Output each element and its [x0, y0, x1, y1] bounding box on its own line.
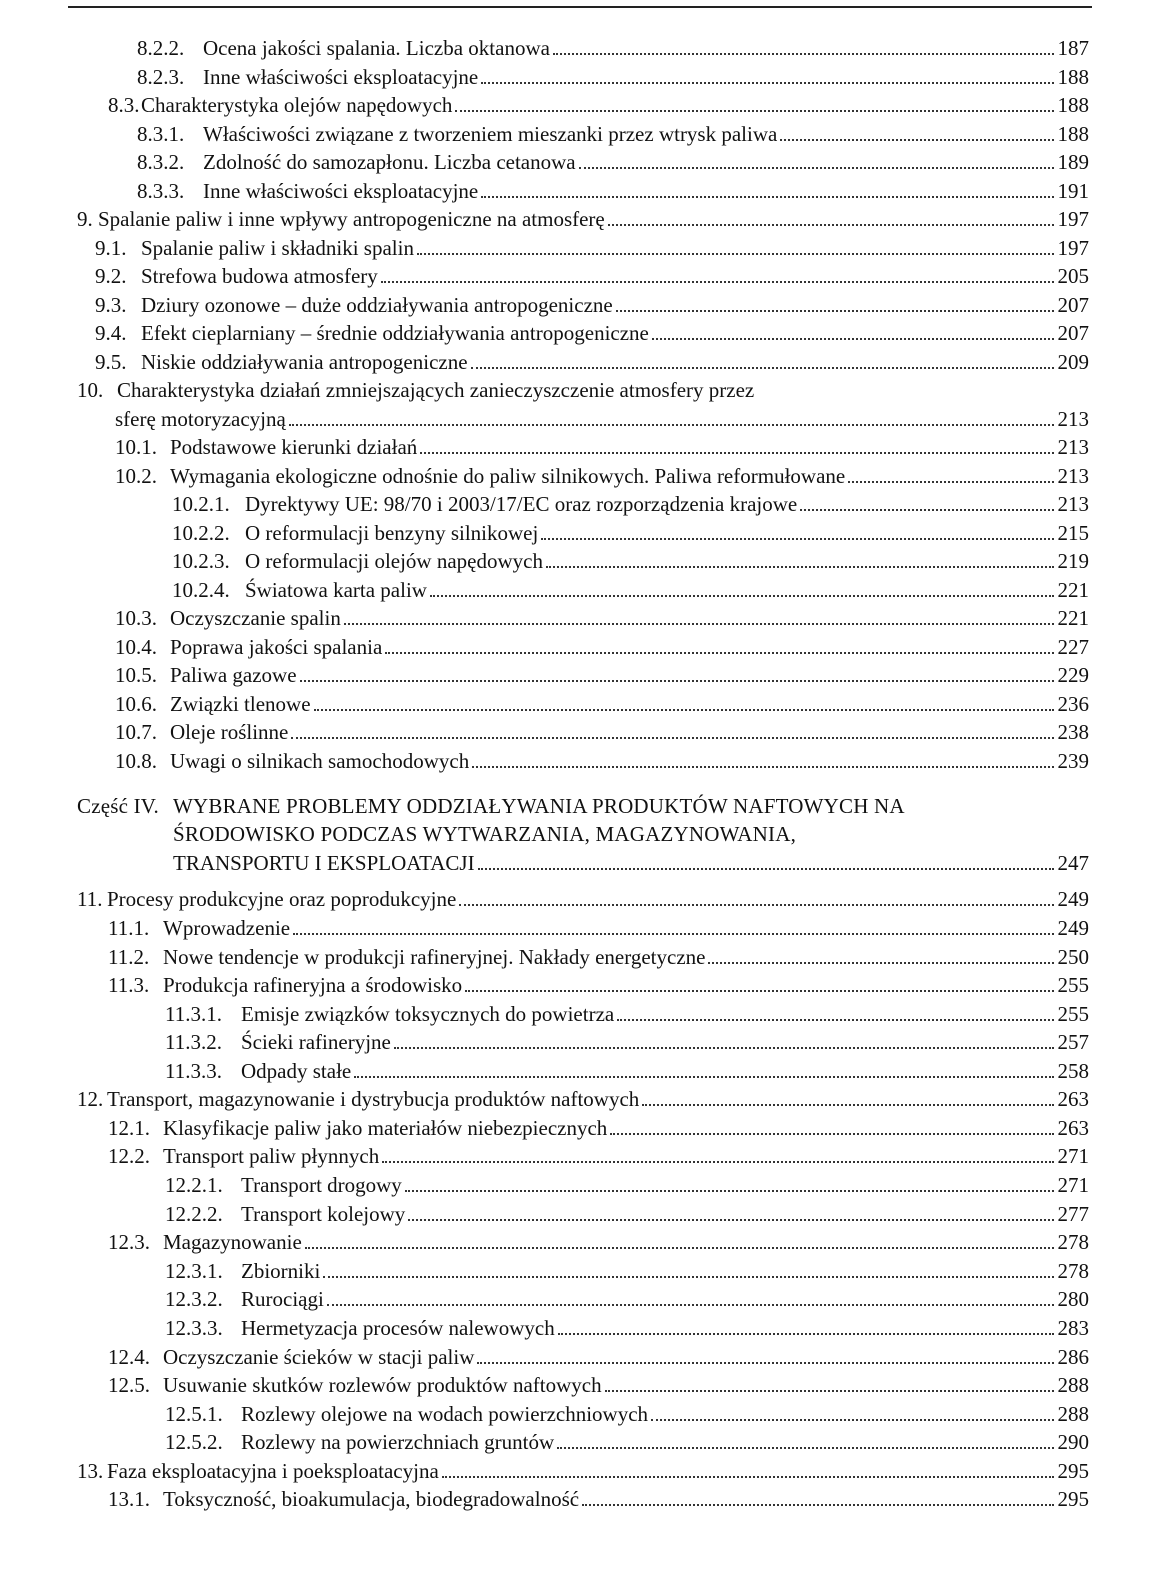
- entry-page: 197: [1057, 207, 1089, 231]
- entry-title: Ocena jakości spalania. Liczba oktanowa: [203, 36, 550, 60]
- entry-page: 197: [1057, 236, 1089, 260]
- dot-leader: [708, 944, 1053, 964]
- entry-title: Odpady stałe: [241, 1059, 352, 1083]
- dot-leader: [477, 1344, 1053, 1364]
- part-title-line-3: TRANSPORTU I EKSPLOATACJI: [173, 851, 475, 875]
- toc-entry: [0, 576, 1151, 606]
- dot-leader: [780, 121, 1053, 141]
- entry-title: Strefowa budowa atmosfery: [141, 264, 378, 288]
- entry-title: Toksyczność, bioakumulacja, biodegradowalność: [163, 1487, 580, 1511]
- entry-title: Uwagi o silnikach samochodowych: [170, 749, 470, 773]
- entry-number: 10.2.3.: [172, 549, 230, 573]
- entry-page: 271: [1057, 1173, 1089, 1197]
- toc-entry: [0, 63, 1151, 93]
- entry-number: 8.2.3.: [137, 65, 185, 89]
- entry-number: 9.5.: [95, 350, 127, 374]
- entry-page: 283: [1057, 1316, 1089, 1340]
- part-title-line-1: WYBRANE PROBLEMY ODDZIAŁYWANIA PRODUKTÓW NAFTOWYCH NA: [173, 794, 905, 818]
- dot-leader: [651, 1401, 1053, 1421]
- toc-entry: [0, 1400, 1151, 1430]
- part-title-line-2: ŚRODOWISKO PODCZAS WYTWARZANIA, MAGAZYNOWANIA,: [173, 822, 797, 846]
- entry-title: Transport paliw płynnych: [163, 1144, 380, 1168]
- entry-number: 10.2.1.: [172, 492, 230, 516]
- entry-page: 278: [1057, 1230, 1089, 1254]
- entry-number: 11.3.2.: [165, 1030, 222, 1054]
- entry-title: Spalanie paliw i inne wpływy antropogeniczne na atmosferę: [98, 207, 605, 231]
- toc-entry: [0, 633, 1151, 663]
- entry-page: 288: [1057, 1402, 1089, 1426]
- entry-number: 9.2.: [95, 264, 127, 288]
- toc-entry: [0, 120, 1151, 150]
- dot-leader: [385, 634, 1053, 654]
- entry-title: O reformulacji benzyny silnikowej: [245, 521, 539, 545]
- part-heading: [0, 792, 1151, 822]
- entry-page: 249: [1057, 916, 1089, 940]
- entry-page: 189: [1057, 150, 1089, 174]
- entry-number: 11.3.: [108, 973, 150, 997]
- dot-leader: [305, 1229, 1054, 1249]
- toc-entry: [0, 291, 1151, 321]
- entry-number: 11.: [77, 887, 103, 911]
- entry-page: 263: [1057, 1087, 1089, 1111]
- dot-leader: [848, 463, 1053, 483]
- dot-leader: [323, 1258, 1053, 1278]
- dot-leader: [546, 548, 1054, 568]
- dot-leader: [471, 349, 1054, 369]
- dot-leader: [481, 64, 1053, 84]
- entry-number: 8.3.2.: [137, 150, 185, 174]
- dot-leader: [642, 1086, 1053, 1106]
- toc-entry: [0, 519, 1151, 549]
- dot-leader: [314, 691, 1054, 711]
- dot-leader: [381, 263, 1054, 283]
- dot-leader: [459, 886, 1053, 906]
- entry-title: Klasyfikacje paliw jako materiałów niebezpiecznych: [163, 1116, 608, 1140]
- toc-entry: [0, 971, 1151, 1001]
- entry-number: 12.3.3.: [165, 1316, 223, 1340]
- entry-number: 8.3.1.: [137, 122, 185, 146]
- dot-leader: [557, 1429, 1053, 1449]
- entry-number: 10.3.: [115, 606, 157, 630]
- entry-number: 13.: [77, 1459, 104, 1483]
- entry-title: Rurociągi: [241, 1287, 324, 1311]
- entry-title: Poprawa jakości spalania: [170, 635, 383, 659]
- entry-title: Usuwanie skutków rozlewów produktów naftowych: [163, 1373, 602, 1397]
- entry-page: 213: [1057, 464, 1089, 488]
- entry-page: 288: [1057, 1373, 1089, 1397]
- entry-number: 12.5.1.: [165, 1402, 223, 1426]
- dot-leader: [300, 662, 1054, 682]
- dot-leader: [579, 149, 1054, 169]
- toc-entry: [0, 376, 1151, 406]
- entry-page: 207: [1057, 321, 1089, 345]
- entry-title: Transport kolejowy: [241, 1202, 406, 1226]
- entry-page: 215: [1057, 521, 1089, 545]
- entry-page: 290: [1057, 1430, 1089, 1454]
- entry-title: Światowa karta paliw: [245, 578, 427, 602]
- entry-page: 188: [1057, 65, 1089, 89]
- entry-page: 213: [1057, 435, 1089, 459]
- dot-leader: [291, 719, 1053, 739]
- toc-entry: [0, 943, 1151, 973]
- entry-page: 229: [1057, 663, 1089, 687]
- toc-entry: [0, 433, 1151, 463]
- entry-page: 188: [1057, 93, 1089, 117]
- toc-entry: [0, 348, 1151, 378]
- entry-number: 10.4.: [115, 635, 157, 659]
- toc-entry: [0, 914, 1151, 944]
- dot-leader: [558, 1315, 1054, 1335]
- toc-entry: [0, 885, 1151, 915]
- entry-page: 219: [1057, 549, 1089, 573]
- entry-page: 213: [1057, 407, 1089, 431]
- entry-number: 9.: [77, 207, 93, 231]
- entry-number: 11.3.3.: [165, 1059, 222, 1083]
- dot-leader: [617, 1001, 1053, 1021]
- entry-title: Zdolność do samozapłonu. Liczba cetanowa: [203, 150, 576, 174]
- entry-title: Rozlewy na powierzchniach gruntów: [241, 1430, 555, 1454]
- entry-number: 12.3.1.: [165, 1259, 223, 1283]
- entry-page: 209: [1057, 350, 1089, 374]
- toc-entry: [0, 91, 1151, 121]
- toc-entry: [0, 319, 1151, 349]
- entry-page: 263: [1057, 1116, 1089, 1140]
- entry-page: 221: [1057, 606, 1089, 630]
- toc-entry: [0, 1028, 1151, 1058]
- entry-title: Efekt cieplarniany – średnie oddziaływania antropogeniczne: [141, 321, 649, 345]
- entry-title: Faza eksploatacyjna i poeksploatacyjna: [107, 1459, 439, 1483]
- dot-leader: [553, 35, 1054, 55]
- entry-number: 12.3.2.: [165, 1287, 223, 1311]
- entry-title: Paliwa gazowe: [170, 663, 297, 687]
- entry-title: Emisje związków toksycznych do powietrza: [241, 1002, 615, 1026]
- entry-number: 10.: [77, 378, 104, 402]
- entry-number: 8.2.2.: [137, 36, 185, 60]
- entry-title: Zbiorniki: [241, 1259, 321, 1283]
- entry-number: 12.2.: [108, 1144, 150, 1168]
- toc-entry: [0, 234, 1151, 264]
- entry-number: 10.5.: [115, 663, 157, 687]
- dot-leader: [394, 1029, 1054, 1049]
- entry-title: Właściwości związane z tworzeniem mieszanki przez wtrysk paliwa: [203, 122, 778, 146]
- entry-title: Transport drogowy: [241, 1173, 402, 1197]
- entry-page: 207: [1057, 293, 1089, 317]
- entry-number: 10.2.4.: [172, 578, 230, 602]
- dot-leader: [405, 1172, 1054, 1192]
- entry-page: 205: [1057, 264, 1089, 288]
- entry-title: Rozlewy olejowe na wodach powierzchniowych: [241, 1402, 649, 1426]
- entry-number: 12.4.: [108, 1345, 150, 1369]
- entry-title: Wymagania ekologiczne odnośnie do paliw silnikowych. Paliwa reformułowane: [170, 464, 846, 488]
- toc-entry: [0, 262, 1151, 292]
- dot-leader: [344, 605, 1054, 625]
- dot-leader: [605, 1372, 1054, 1392]
- entry-title: Magazynowanie: [163, 1230, 302, 1254]
- entry-number: 12.: [77, 1087, 104, 1111]
- entry-number: 10.6.: [115, 692, 157, 716]
- toc-entry-continuation: [0, 405, 1151, 435]
- entry-title: Wprowadzenie: [163, 916, 291, 940]
- entry-number: 12.2.1.: [165, 1173, 223, 1197]
- dot-leader: [442, 1458, 1054, 1478]
- dot-leader: [430, 577, 1054, 597]
- toc-entry: [0, 1457, 1151, 1487]
- dot-leader: [293, 915, 1053, 935]
- entry-number: 9.1.: [95, 236, 127, 260]
- entry-number: 10.8.: [115, 749, 157, 773]
- entry-page: 188: [1057, 122, 1089, 146]
- dot-leader: [465, 972, 1053, 992]
- toc-entry: [0, 148, 1151, 178]
- entry-number: 10.2.2.: [172, 521, 230, 545]
- toc-entry: [0, 1257, 1151, 1287]
- entry-title: Produkcja rafineryjna a środowisko: [163, 973, 463, 997]
- entry-page: 295: [1057, 1487, 1089, 1511]
- toc-entry: [0, 462, 1151, 492]
- entry-title: Dyrektywy UE: 98/70 i 2003/17/EC oraz rozporządzenia krajowe: [245, 492, 798, 516]
- entry-page: 286: [1057, 1345, 1089, 1369]
- entry-title: Charakterystyka działań zmniejszających zanieczyszczenie atmosfery przez: [117, 378, 755, 402]
- entry-number: 12.5.: [108, 1373, 150, 1397]
- entry-page: 258: [1057, 1059, 1089, 1083]
- entry-page: 227: [1057, 635, 1089, 659]
- toc-entry: [0, 1085, 1151, 1115]
- entry-title: Inne właściwości eksploatacyjne: [203, 65, 479, 89]
- entry-number: 11.1.: [108, 916, 150, 940]
- toc-entry: [0, 34, 1151, 64]
- dot-leader: [616, 292, 1054, 312]
- part-number: Część IV.: [77, 794, 159, 818]
- entry-title: Spalanie paliw i składniki spalin: [141, 236, 414, 260]
- entry-number: 8.3.: [108, 93, 140, 117]
- entry-title: Oleje roślinne: [170, 720, 289, 744]
- toc-entry: [0, 1343, 1151, 1373]
- entry-page: 255: [1057, 973, 1089, 997]
- toc-entry: [0, 661, 1151, 691]
- entry-page: 221: [1057, 578, 1089, 602]
- toc-entry: [0, 547, 1151, 577]
- entry-number: 12.1.: [108, 1116, 150, 1140]
- entry-title: Podstawowe kierunki działań: [170, 435, 418, 459]
- entry-title: Procesy produkcyjne oraz poprodukcyjne: [107, 887, 457, 911]
- entry-number: 12.5.2.: [165, 1430, 223, 1454]
- entry-number: 12.2.2.: [165, 1202, 223, 1226]
- dot-leader: [327, 1286, 1054, 1306]
- dot-leader: [610, 1115, 1053, 1135]
- dot-leader: [354, 1058, 1053, 1078]
- dot-leader: [417, 235, 1054, 255]
- toc-entry: [0, 747, 1151, 777]
- toc-entry: [0, 1171, 1151, 1201]
- entry-number: 8.3.3.: [137, 179, 185, 203]
- entry-title: Dziury ozonowe – duże oddziaływania antropogeniczne: [141, 293, 613, 317]
- entry-page: 280: [1057, 1287, 1089, 1311]
- entry-title: Niskie oddziaływania antropogeniczne: [141, 350, 468, 374]
- toc-entry: [0, 177, 1151, 207]
- entry-title: O reformulacji olejów napędowych: [245, 549, 543, 573]
- entry-number: 11.2.: [108, 945, 150, 969]
- dot-leader: [472, 748, 1053, 768]
- dot-leader: [420, 434, 1053, 454]
- entry-page: 277: [1057, 1202, 1089, 1226]
- dot-leader: [608, 206, 1054, 226]
- entry-title: Oczyszczanie spalin: [170, 606, 341, 630]
- toc-entry: [0, 1485, 1151, 1515]
- entry-page: 249: [1057, 887, 1089, 911]
- entry-number: 9.3.: [95, 293, 127, 317]
- entry-number: 11.3.1.: [165, 1002, 222, 1026]
- toc-entry: [0, 1428, 1151, 1458]
- entry-title: Ścieki rafineryjne: [241, 1030, 391, 1054]
- entry-page: 255: [1057, 1002, 1089, 1026]
- entry-title: Nowe tendencje w produkcji rafineryjnej. Nakłady energetyczne: [163, 945, 706, 969]
- entry-number: 10.2.: [115, 464, 157, 488]
- dot-leader: [408, 1201, 1053, 1221]
- toc-entry: [0, 1142, 1151, 1172]
- entry-title: Oczyszczanie ścieków w stacji paliw: [163, 1345, 475, 1369]
- toc-entry: [0, 490, 1151, 520]
- entry-title: Charakterystyka olejów napędowych: [141, 93, 453, 117]
- toc-entry: [0, 1200, 1151, 1230]
- toc-entry: [0, 1228, 1151, 1258]
- entry-title: Związki tlenowe: [170, 692, 311, 716]
- entry-page: 213: [1057, 492, 1089, 516]
- entry-number: 10.7.: [115, 720, 157, 744]
- toc-entry: [0, 604, 1151, 634]
- entry-title: Transport, magazynowanie i dystrybucja produktów naftowych: [107, 1087, 640, 1111]
- entry-number: 12.3.: [108, 1230, 150, 1254]
- dot-leader: [481, 178, 1053, 198]
- entry-page: 238: [1057, 720, 1089, 744]
- toc-entry: [0, 1371, 1151, 1401]
- toc-entry: [0, 1314, 1151, 1344]
- entry-page: 191: [1057, 179, 1089, 203]
- toc-entry: [0, 1057, 1151, 1087]
- dot-leader: [541, 520, 1053, 540]
- dot-leader: [478, 850, 1054, 870]
- entry-page: 271: [1057, 1144, 1089, 1168]
- entry-number: 9.4.: [95, 321, 127, 345]
- toc-entry: [0, 718, 1151, 748]
- dot-leader: [582, 1486, 1053, 1506]
- entry-number: 13.1.: [108, 1487, 150, 1511]
- toc-entry: [0, 1285, 1151, 1315]
- toc-entry: [0, 1114, 1151, 1144]
- part-heading-continuation: [0, 820, 1151, 850]
- entry-page: 247: [1057, 851, 1089, 875]
- toc-entry: [0, 690, 1151, 720]
- entry-page: 250: [1057, 945, 1089, 969]
- dot-leader: [455, 92, 1053, 112]
- entry-page: 295: [1057, 1459, 1089, 1483]
- entry-page: 278: [1057, 1259, 1089, 1283]
- toc-entry: [0, 1000, 1151, 1030]
- entry-number: 10.1.: [115, 435, 157, 459]
- entry-page: 239: [1057, 749, 1089, 773]
- entry-page: 236: [1057, 692, 1089, 716]
- dot-leader: [800, 491, 1053, 511]
- toc-entry: [0, 205, 1151, 235]
- dot-leader: [289, 406, 1054, 426]
- entry-title: Hermetyzacja procesów nalewowych: [241, 1316, 555, 1340]
- entry-title: sferę motoryzacyjną: [115, 407, 286, 431]
- part-heading-continuation: [0, 849, 1151, 879]
- entry-page: 187: [1057, 36, 1089, 60]
- dot-leader: [382, 1143, 1053, 1163]
- entry-page: 257: [1057, 1030, 1089, 1054]
- entry-title: Inne właściwości eksploatacyjne: [203, 179, 479, 203]
- dot-leader: [652, 320, 1054, 340]
